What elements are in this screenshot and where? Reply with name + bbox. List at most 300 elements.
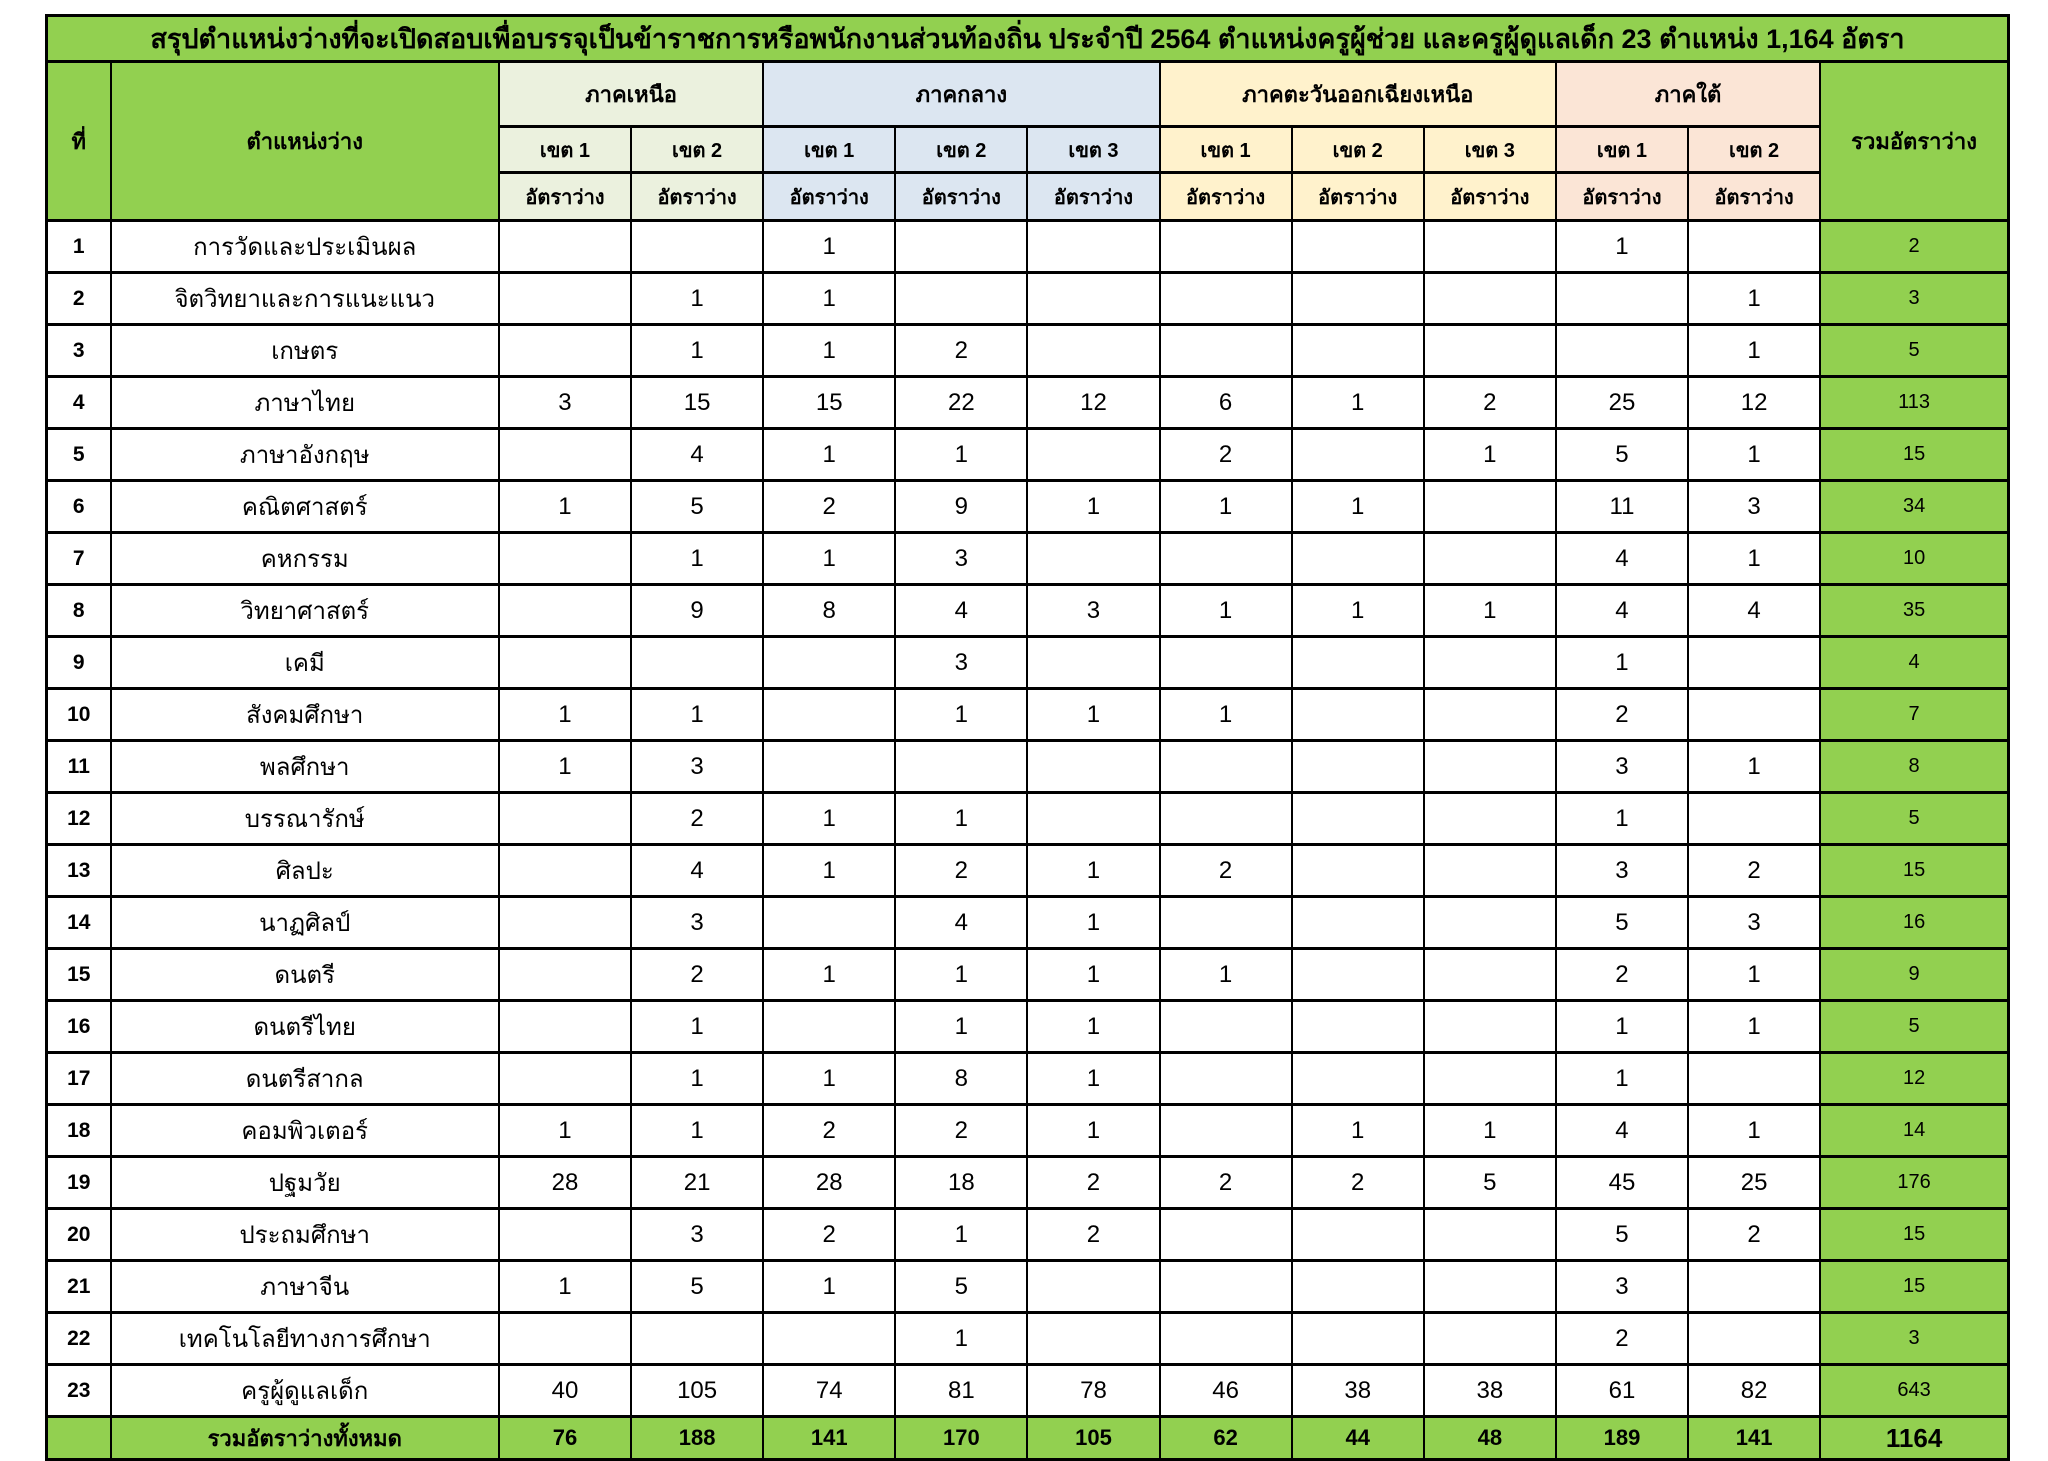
value-cell [499, 1001, 631, 1053]
value-cell: 2 [1160, 1157, 1292, 1209]
row-number-cell: 3 [47, 325, 111, 377]
value-cell: 18 [895, 1157, 1027, 1209]
position-name-cell: ภาษาจีน [111, 1261, 499, 1313]
value-cell: 1 [1027, 1001, 1159, 1053]
value-cell: 1 [1027, 689, 1159, 741]
table-row [47, 1053, 2009, 1105]
table-row [47, 377, 2009, 429]
value-cell: 1 [895, 689, 1027, 741]
row-total-cell: 8 [1820, 741, 2008, 793]
value-cell: 1 [499, 1105, 631, 1157]
value-cell [1027, 741, 1159, 793]
value-cell [1160, 273, 1292, 325]
position-name-cell: ดนตรีไทย [111, 1001, 499, 1053]
table-row [47, 741, 2009, 793]
value-cell [1027, 637, 1159, 689]
value-cell: 82 [1688, 1365, 1820, 1417]
table-row [47, 949, 2009, 1001]
value-cell [1424, 741, 1556, 793]
footer-label-cell: รวมอัตราว่างทั้งหมด [111, 1417, 499, 1460]
table-row [47, 897, 2009, 949]
value-cell: 4 [631, 845, 763, 897]
value-cell [1688, 1053, 1820, 1105]
value-cell: 2 [1027, 1157, 1159, 1209]
value-cell [1027, 793, 1159, 845]
value-cell: 15 [763, 377, 895, 429]
value-cell [1292, 325, 1424, 377]
value-cell: 81 [895, 1365, 1027, 1417]
value-cell [1424, 1053, 1556, 1105]
position-name-cell: ปฐมวัย [111, 1157, 499, 1209]
value-cell: 2 [1160, 845, 1292, 897]
value-cell [1160, 1209, 1292, 1261]
table-row [47, 637, 2009, 689]
row-total-cell: 35 [1820, 585, 2008, 637]
zone-header: เขต 2 [895, 127, 1027, 173]
position-name-cell: บรรณารักษ์ [111, 793, 499, 845]
value-cell: 8 [895, 1053, 1027, 1105]
row-number-cell: 22 [47, 1313, 111, 1365]
value-cell: 1 [1292, 585, 1424, 637]
value-cell: 1 [1424, 585, 1556, 637]
value-cell [1556, 273, 1688, 325]
row-number-cell: 7 [47, 533, 111, 585]
value-cell [1688, 221, 1820, 273]
footer-value-cell: 48 [1424, 1417, 1556, 1460]
vacancy-header: อัตราว่าง [1292, 173, 1424, 221]
value-cell: 1 [895, 429, 1027, 481]
value-cell [1160, 1313, 1292, 1365]
value-cell [1688, 1313, 1820, 1365]
table-row [47, 1365, 2009, 1417]
row-number-cell: 23 [47, 1365, 111, 1417]
region-header-north: ภาคเหนือ [499, 62, 763, 127]
value-cell: 2 [1688, 1209, 1820, 1261]
row-total-cell: 2 [1820, 221, 2008, 273]
footer-value-cell: 76 [499, 1417, 631, 1460]
value-cell [499, 637, 631, 689]
value-cell [1556, 325, 1688, 377]
value-cell [1424, 637, 1556, 689]
value-cell: 1 [895, 1209, 1027, 1261]
value-cell [1160, 897, 1292, 949]
value-cell [499, 949, 631, 1001]
value-cell [1292, 637, 1424, 689]
table-row [47, 845, 2009, 897]
position-name-cell: จิตวิทยาและการแนะแนว [111, 273, 499, 325]
value-cell: 5 [631, 1261, 763, 1313]
vacancy-header: อัตราว่าง [631, 173, 763, 221]
value-cell: 2 [895, 325, 1027, 377]
zone-header: เขต 1 [499, 127, 631, 173]
value-cell [1688, 689, 1820, 741]
value-cell [1027, 1261, 1159, 1313]
value-cell: 9 [631, 585, 763, 637]
value-cell [499, 429, 631, 481]
row-number-cell: 17 [47, 1053, 111, 1105]
footer-value-cell: 105 [1027, 1417, 1159, 1460]
position-name-cell: ศิลปะ [111, 845, 499, 897]
value-cell: 1 [1027, 949, 1159, 1001]
value-cell: 1 [1688, 273, 1820, 325]
row-number-cell: 20 [47, 1209, 111, 1261]
value-cell: 1 [1027, 845, 1159, 897]
value-cell: 3 [1556, 845, 1688, 897]
row-number-cell: 10 [47, 689, 111, 741]
value-cell [1424, 793, 1556, 845]
value-cell: 46 [1160, 1365, 1292, 1417]
value-cell: 1 [1027, 481, 1159, 533]
value-cell [499, 1053, 631, 1105]
position-name-cell: คหกรรม [111, 533, 499, 585]
value-cell [763, 689, 895, 741]
value-cell: 2 [1292, 1157, 1424, 1209]
value-cell: 1 [763, 273, 895, 325]
value-cell: 3 [1688, 897, 1820, 949]
value-cell: 3 [895, 637, 1027, 689]
row-total-cell: 7 [1820, 689, 2008, 741]
value-cell [1160, 1001, 1292, 1053]
value-cell: 11 [1556, 481, 1688, 533]
value-cell: 1 [763, 1261, 895, 1313]
value-cell: 1 [1688, 429, 1820, 481]
row-total-cell: 5 [1820, 1001, 2008, 1053]
value-cell [499, 793, 631, 845]
value-cell: 1 [631, 533, 763, 585]
row-number-cell: 11 [47, 741, 111, 793]
value-cell: 1 [895, 1313, 1027, 1365]
value-cell: 9 [895, 481, 1027, 533]
value-cell [1292, 221, 1424, 273]
value-cell: 45 [1556, 1157, 1688, 1209]
position-name-cell: คณิตศาสตร์ [111, 481, 499, 533]
footer-value-cell: 62 [1160, 1417, 1292, 1460]
value-cell: 1 [1160, 585, 1292, 637]
value-cell [1424, 273, 1556, 325]
row-number-cell: 6 [47, 481, 111, 533]
row-total-cell: 643 [1820, 1365, 2008, 1417]
position-name-cell: พลศึกษา [111, 741, 499, 793]
value-cell: 1 [499, 741, 631, 793]
value-cell [1424, 689, 1556, 741]
value-cell: 1 [1160, 949, 1292, 1001]
value-cell [1027, 533, 1159, 585]
value-cell [1688, 1261, 1820, 1313]
value-cell: 1 [1292, 481, 1424, 533]
value-cell: 15 [631, 377, 763, 429]
value-cell: 2 [1556, 689, 1688, 741]
value-cell: 4 [631, 429, 763, 481]
vacancy-header: อัตราว่าง [499, 173, 631, 221]
value-cell: 4 [895, 897, 1027, 949]
table-row [47, 533, 2009, 585]
value-cell [1160, 793, 1292, 845]
value-cell [1292, 1261, 1424, 1313]
row-number-cell: 1 [47, 221, 111, 273]
row-total-cell: 5 [1820, 793, 2008, 845]
vacancy-header: อัตราว่าง [1027, 173, 1159, 221]
value-cell: 22 [895, 377, 1027, 429]
value-cell: 21 [631, 1157, 763, 1209]
position-name-cell: ดนตรีสากล [111, 1053, 499, 1105]
value-cell [1292, 1313, 1424, 1365]
value-cell: 5 [1556, 897, 1688, 949]
zone-header: เขต 2 [1292, 127, 1424, 173]
region-header-row [47, 62, 2009, 127]
value-cell [499, 897, 631, 949]
value-cell: 105 [631, 1365, 763, 1417]
value-cell: 1 [631, 1001, 763, 1053]
value-cell: 1 [1027, 897, 1159, 949]
value-cell: 1 [631, 1053, 763, 1105]
value-cell [1292, 273, 1424, 325]
table-row [47, 689, 2009, 741]
value-cell [1292, 1001, 1424, 1053]
value-cell: 2 [895, 845, 1027, 897]
row-total-cell: 5 [1820, 325, 2008, 377]
row-total-cell: 4 [1820, 637, 2008, 689]
value-cell [631, 637, 763, 689]
row-number-cell: 12 [47, 793, 111, 845]
value-cell: 1 [763, 221, 895, 273]
header-position: ตำแหน่งว่าง [111, 62, 499, 221]
table-row [47, 1313, 2009, 1365]
title-row [47, 16, 2009, 62]
vacancy-header: อัตราว่าง [895, 173, 1027, 221]
row-number-cell: 14 [47, 897, 111, 949]
value-cell: 1 [1292, 1105, 1424, 1157]
footer-value-cell: 188 [631, 1417, 763, 1460]
value-cell: 1 [1556, 221, 1688, 273]
value-cell [1424, 1313, 1556, 1365]
footer-value-cell: 141 [1688, 1417, 1820, 1460]
zone-header: เขต 1 [1160, 127, 1292, 173]
value-cell [1292, 897, 1424, 949]
value-cell: 3 [895, 533, 1027, 585]
footer-value-cell: 170 [895, 1417, 1027, 1460]
row-number-cell: 15 [47, 949, 111, 1001]
zone-header: เขต 3 [1424, 127, 1556, 173]
value-cell: 1 [1160, 689, 1292, 741]
value-cell: 3 [631, 1209, 763, 1261]
value-cell: 25 [1556, 377, 1688, 429]
value-cell: 2 [631, 949, 763, 1001]
table-row [47, 1157, 2009, 1209]
value-cell: 8 [763, 585, 895, 637]
value-cell: 1 [763, 1053, 895, 1105]
value-cell: 1 [499, 1261, 631, 1313]
value-cell: 1 [763, 845, 895, 897]
value-cell: 2 [1160, 429, 1292, 481]
value-cell: 1 [631, 689, 763, 741]
table-row [47, 429, 2009, 481]
table-row [47, 793, 2009, 845]
row-total-cell: 9 [1820, 949, 2008, 1001]
value-cell: 1 [895, 949, 1027, 1001]
value-cell [499, 273, 631, 325]
value-cell [1424, 897, 1556, 949]
value-cell: 1 [1688, 741, 1820, 793]
row-total-cell: 10 [1820, 533, 2008, 585]
value-cell: 2 [1027, 1209, 1159, 1261]
value-cell [1160, 741, 1292, 793]
value-cell [1424, 949, 1556, 1001]
table-row [47, 1209, 2009, 1261]
zone-header: เขต 1 [763, 127, 895, 173]
value-cell [1027, 273, 1159, 325]
value-cell: 1 [1688, 533, 1820, 585]
row-total-cell: 113 [1820, 377, 2008, 429]
row-number-cell: 8 [47, 585, 111, 637]
value-cell [1688, 637, 1820, 689]
value-cell [763, 1001, 895, 1053]
value-cell [1424, 1261, 1556, 1313]
table-row [47, 1261, 2009, 1313]
position-name-cell: ภาษาไทย [111, 377, 499, 429]
value-cell [763, 637, 895, 689]
region-header-northeast: ภาคตะวันออกเฉียงเหนือ [1160, 62, 1556, 127]
value-cell: 2 [631, 793, 763, 845]
position-name-cell: เทคโนโลยีทางการศึกษา [111, 1313, 499, 1365]
value-cell: 5 [1556, 429, 1688, 481]
value-cell: 28 [499, 1157, 631, 1209]
value-cell [631, 1313, 763, 1365]
value-cell: 4 [895, 585, 1027, 637]
position-name-cell: วิทยาศาสตร์ [111, 585, 499, 637]
value-cell: 40 [499, 1365, 631, 1417]
header-no: ที่ [47, 62, 111, 221]
table-row [47, 1105, 2009, 1157]
value-cell [1424, 845, 1556, 897]
row-number-cell: 21 [47, 1261, 111, 1313]
value-cell: 1 [631, 273, 763, 325]
position-name-cell: ภาษาอังกฤษ [111, 429, 499, 481]
zone-header: เขต 3 [1027, 127, 1159, 173]
table-row [47, 481, 2009, 533]
value-cell: 38 [1292, 1365, 1424, 1417]
value-cell [1424, 325, 1556, 377]
value-cell: 2 [763, 1105, 895, 1157]
value-cell [1292, 793, 1424, 845]
value-cell [631, 221, 763, 273]
row-number-cell: 18 [47, 1105, 111, 1157]
table-row [47, 1001, 2009, 1053]
table-row [47, 221, 2009, 273]
value-cell: 2 [1556, 1313, 1688, 1365]
value-cell: 2 [895, 1105, 1027, 1157]
value-cell: 5 [1556, 1209, 1688, 1261]
footer-no-cell [47, 1417, 111, 1460]
table-row [47, 325, 2009, 377]
value-cell [1292, 741, 1424, 793]
row-total-cell: 176 [1820, 1157, 2008, 1209]
value-cell [1292, 949, 1424, 1001]
row-total-cell: 15 [1820, 1261, 2008, 1313]
value-cell: 1 [1292, 377, 1424, 429]
value-cell: 1 [763, 325, 895, 377]
value-cell: 5 [631, 481, 763, 533]
value-cell [499, 585, 631, 637]
value-cell: 74 [763, 1365, 895, 1417]
value-cell: 1 [895, 793, 1027, 845]
value-cell: 4 [1688, 585, 1820, 637]
value-cell [763, 1313, 895, 1365]
row-total-cell: 16 [1820, 897, 2008, 949]
value-cell: 5 [1424, 1157, 1556, 1209]
region-header-south: ภาคใต้ [1556, 62, 1820, 127]
row-number-cell: 2 [47, 273, 111, 325]
value-cell: 3 [499, 377, 631, 429]
position-name-cell: ครูผู้ดูแลเด็ก [111, 1365, 499, 1417]
value-cell: 1 [631, 325, 763, 377]
value-cell: 1 [763, 949, 895, 1001]
position-name-cell: ดนตรี [111, 949, 499, 1001]
value-cell: 1 [763, 429, 895, 481]
table-row [47, 273, 2009, 325]
value-cell: 1 [763, 793, 895, 845]
value-cell: 1 [763, 533, 895, 585]
row-number-cell: 16 [47, 1001, 111, 1053]
value-cell: 1 [1688, 1105, 1820, 1157]
row-number-cell: 9 [47, 637, 111, 689]
value-cell [1424, 533, 1556, 585]
value-cell [763, 897, 895, 949]
value-cell: 1 [1556, 1001, 1688, 1053]
row-number-cell: 13 [47, 845, 111, 897]
row-number-cell: 4 [47, 377, 111, 429]
position-name-cell: เคมี [111, 637, 499, 689]
row-total-cell: 12 [1820, 1053, 2008, 1105]
footer-value-cell: 141 [763, 1417, 895, 1460]
value-cell [1292, 429, 1424, 481]
value-cell: 2 [1424, 377, 1556, 429]
vacancy-header: อัตราว่าง [763, 173, 895, 221]
value-cell [1027, 429, 1159, 481]
vacancy-header: อัตราว่าง [1556, 173, 1688, 221]
position-name-cell: คอมพิวเตอร์ [111, 1105, 499, 1157]
row-total-cell: 3 [1820, 273, 2008, 325]
page-title: สรุปตำแหน่งว่างที่จะเปิดสอบเพื่อบรรจุเป็นข้าราชการหรือพนักงานส่วนท้องถิ่น ประจำปี 2564 ตำแหน่งครูผู้ช่วย และครูผู้ดูแลเด็ก 23 ตำแหน่ง 1,164 อัตรา [47, 16, 2009, 62]
value-cell [1424, 1209, 1556, 1261]
value-cell: 1 [1688, 1001, 1820, 1053]
value-cell: 3 [1556, 741, 1688, 793]
value-cell: 2 [1688, 845, 1820, 897]
position-name-cell: เกษตร [111, 325, 499, 377]
value-cell [1160, 1105, 1292, 1157]
value-cell: 1 [1556, 1053, 1688, 1105]
value-cell: 1 [499, 481, 631, 533]
value-cell [1160, 1053, 1292, 1105]
value-cell: 1 [631, 1105, 763, 1157]
position-name-cell: ประถมศึกษา [111, 1209, 499, 1261]
value-cell: 1 [895, 1001, 1027, 1053]
row-number-cell: 5 [47, 429, 111, 481]
value-cell [895, 741, 1027, 793]
value-cell [1424, 481, 1556, 533]
value-cell [1292, 1053, 1424, 1105]
region-header-central: ภาคกลาง [763, 62, 1159, 127]
vacancy-header: อัตราว่าง [1424, 173, 1556, 221]
value-cell: 3 [1688, 481, 1820, 533]
value-cell: 1 [1027, 1053, 1159, 1105]
value-cell: 5 [895, 1261, 1027, 1313]
value-cell [1424, 221, 1556, 273]
value-cell [1292, 533, 1424, 585]
footer-value-cell: 189 [1556, 1417, 1688, 1460]
value-cell: 2 [1556, 949, 1688, 1001]
value-cell: 12 [1027, 377, 1159, 429]
zone-header: เขต 2 [1688, 127, 1820, 173]
